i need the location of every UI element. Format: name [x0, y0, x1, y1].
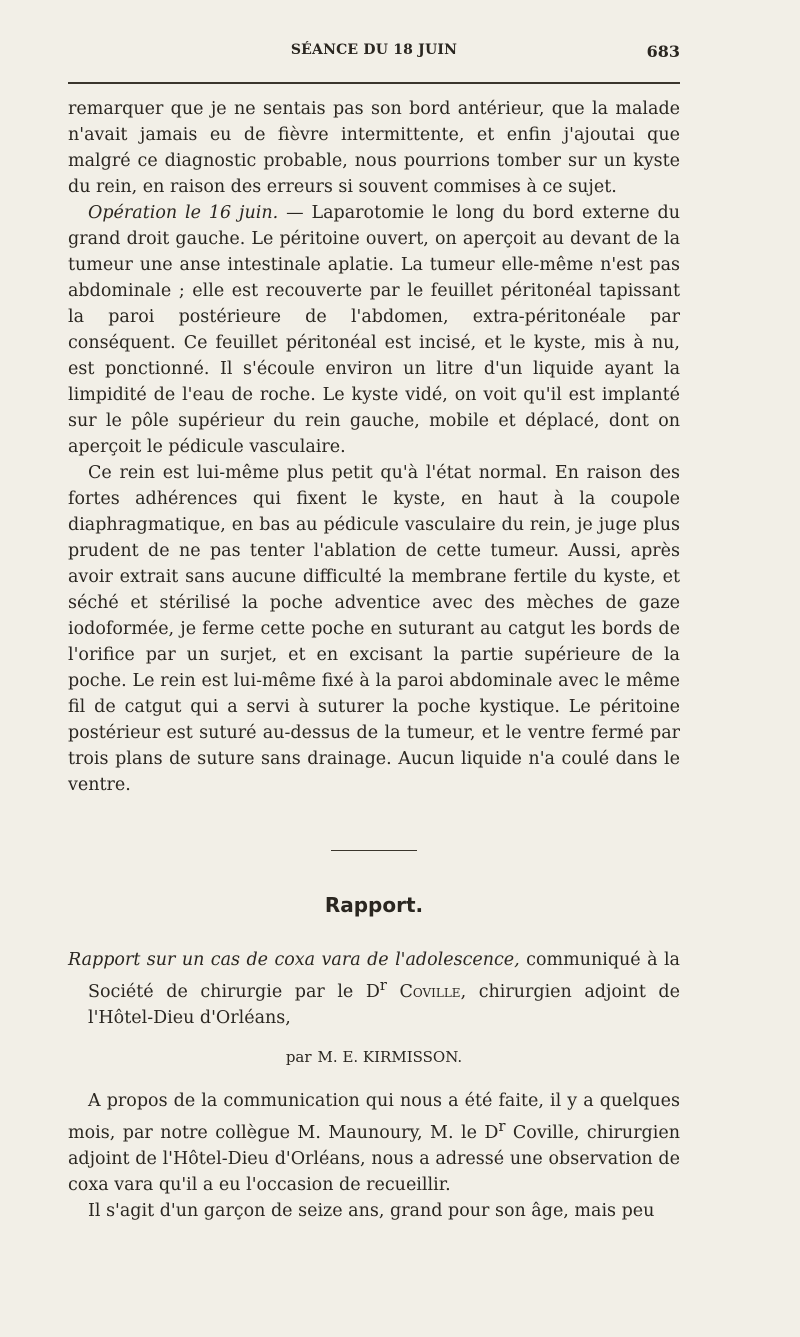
- report-body: [68, 1088, 680, 1224]
- report-title: Rapport sur un cas de coxa vara de l'adolescence,: [68, 950, 520, 970]
- main-text: [68, 96, 680, 1224]
- report-intro: [68, 947, 680, 1031]
- section-divider: [331, 850, 417, 851]
- operation-heading: Opération le 16 juin.: [88, 203, 279, 223]
- report-intro-text-2: , chirurgien adjoint de l'Hôtel-Dieu d'Orléans,: [88, 981, 680, 1028]
- author-name: M. E. KIRMISSON.: [317, 1048, 463, 1067]
- page-number: 683: [646, 42, 680, 61]
- paragraph-2: [68, 200, 680, 460]
- report-doctor-name: Coville: [399, 981, 461, 1002]
- paragraph-1: remarquer que je ne sentais pas son bord antérieur, que la malade n'avait jamais eu de fièvre intermittente, et enfin j'ajoutai que malgré ce diagnostic probable, nous pourrions tomber sur un kyste du rein, en raison des erreurs si souvent commises à ce sujet.: [68, 99, 680, 197]
- report-paragraph-1b: Coville, chirurgien adjoint de l'Hôtel-Dieu d'Orléans, nous a adressé une observation de coxa vara qu'il a eu l'occasion de recueillir.: [68, 1123, 680, 1196]
- author-prefix: par: [285, 1048, 312, 1067]
- report-paragraph-1-abbrev: r: [498, 1118, 506, 1136]
- operation-text: — Laparotomie le long du bord externe du grand droit gauche. Le péritoine ouvert, on aperçoit au devant de la tumeur une anse intestinale aplatie. La tumeur elle-même n'est pas abdominale ; elle est recouverte par le feuillet péritonéal tapissant la paroi postérieure de l'abdomen, extra-péritonéale par conséquent. Ce feuillet péritonéal est incisé, et le kyste, mis à nu, est ponctionné. Il s'écoule environ un litre d'un liquide ayant la limpidité de l'eau de roche. Le kyste vidé, on voit qu'il est implanté sur le pôle supérieur du rein gauche, mobile et déplacé, dont on aperçoit le pédicule vasculaire.: [68, 203, 680, 457]
- report-paragraph-1a: A propos de la communication qui nous a été faite, il y a quelques mois, par notre collègue M. Maunoury, M. le D: [68, 1091, 680, 1144]
- report-paragraph-1: [68, 1088, 680, 1198]
- paragraph-3: Ce rein est lui-même plus petit qu'à l'état normal. En raison des fortes adhérences qui fixent le kyste, en haut à la coupole diaphragmatique, en bas au pédicule vasculaire du rein, je juge plus prudent de ne pas tenter l'ablation de cette tumeur. Aussi, après avoir extrait sans aucune difficulté la membrane fertile du kyste, et séché et stérilisé la poche adventice avec des mèches de gaze iodoformée, je ferme cette poche en suturant au catgut les bords de l'orifice par un surjet, et en excisant la partie supérieure de la poche. Le rein est lui-même fixé à la paroi abdominale avec le même fil de catgut qui a servi à suturer la poche kystique. Le péritoine postérieur est suturé au-dessus de la tumeur, et le ventre fermé par trois plans de suture sans drainage. Aucun liquide n'a coulé dans le ventre.: [68, 463, 680, 795]
- report-paragraph-2: Il s'agit d'un garçon de seize ans, grand pour son âge, mais peu: [88, 1201, 655, 1222]
- page-header: [68, 42, 680, 72]
- report-doctor-abbrev: r: [379, 977, 387, 994]
- report-intro-text-1: communiqué à la Société de chirurgie par le D: [88, 950, 680, 1002]
- header-rule: [68, 82, 680, 84]
- section-title: Rapport.: [324, 893, 424, 917]
- report-author: [68, 1048, 680, 1066]
- running-title: SÉANCE DU 18 JUIN: [290, 42, 458, 58]
